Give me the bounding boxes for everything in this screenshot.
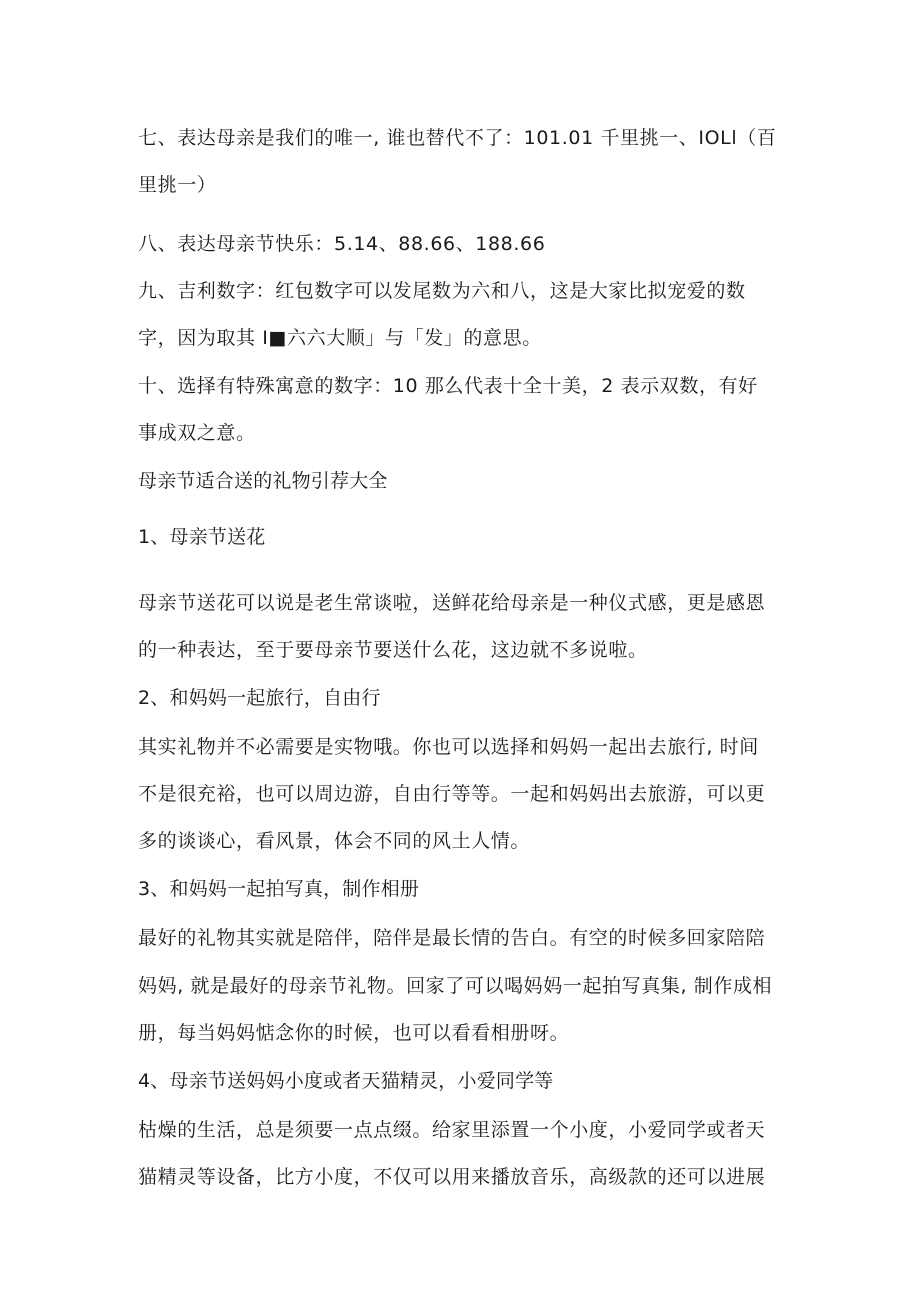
text-line: 最好的礼物其实就是陪伴，陪伴是最长情的告白。有空的时候多回家陪陪 bbox=[138, 927, 766, 949]
text-line: 的一种表达，至于要母亲节要送什么花，这边就不多说啦。 bbox=[138, 639, 648, 661]
text-line: 里挑一） bbox=[138, 174, 217, 196]
item-heading: 4、母亲节送妈妈小度或者天猫精灵，小爱同学等 bbox=[138, 1070, 554, 1092]
item-heading: 2、和妈妈一起旅行，自由行 bbox=[138, 687, 381, 709]
text-line: 不是很充裕，也可以周边游，自由行等等。一起和妈妈出去旅游，可以更 bbox=[138, 783, 766, 805]
text-line: 七、表达母亲是我们的唯一, 谁也替代不了：101.01 千里挑一、IOLl（百 bbox=[138, 127, 777, 149]
item-heading: 1、母亲节送花 bbox=[138, 526, 266, 548]
text-line: 字，因为取其 I■六六大顺」与「发」的意思。 bbox=[138, 327, 542, 349]
text-line: 母亲节送花可以说是老生常谈啦，送鲜花给母亲是一种仪式感，更是感恩 bbox=[138, 592, 766, 614]
text-line: 枯燥的生活，总是须要一点点缀。给家里添置一个小度，小爱同学或者天 bbox=[138, 1119, 766, 1141]
text-line: 事成双之意。 bbox=[138, 422, 256, 444]
text-line: 十、选择有特殊寓意的数字：10 那么代表十全十美，2 表示双数，有好 bbox=[138, 375, 758, 397]
section-heading: 母亲节适合送的礼物引荐大全 bbox=[138, 470, 388, 492]
item-heading: 3、和妈妈一起拍写真，制作相册 bbox=[138, 878, 420, 900]
text-line: 九、吉利数字：红包数字可以发尾数为六和八，这是大家比拟宠爱的数 bbox=[138, 280, 746, 302]
text-line: 妈妈, 就是最好的母亲节礼物。回家了可以喝妈妈一起拍写真集, 制作成相 bbox=[138, 975, 773, 997]
text-line: 多的谈谈心，看风景，体会不同的风土人情。 bbox=[138, 830, 531, 852]
text-line: 册，每当妈妈惦念你的时候，也可以看看相册呀。 bbox=[138, 1022, 570, 1044]
text-line: 其实礼物并不必需要是实物哦。你也可以选择和妈妈一起出去旅行, 时间 bbox=[138, 736, 759, 758]
text-line: 猫精灵等设备，比方小度，不仅可以用来播放音乐，高级款的还可以进展 bbox=[138, 1166, 766, 1188]
text-line: 八、表达母亲节快乐：5.14、88.66、188.66 bbox=[138, 233, 546, 255]
